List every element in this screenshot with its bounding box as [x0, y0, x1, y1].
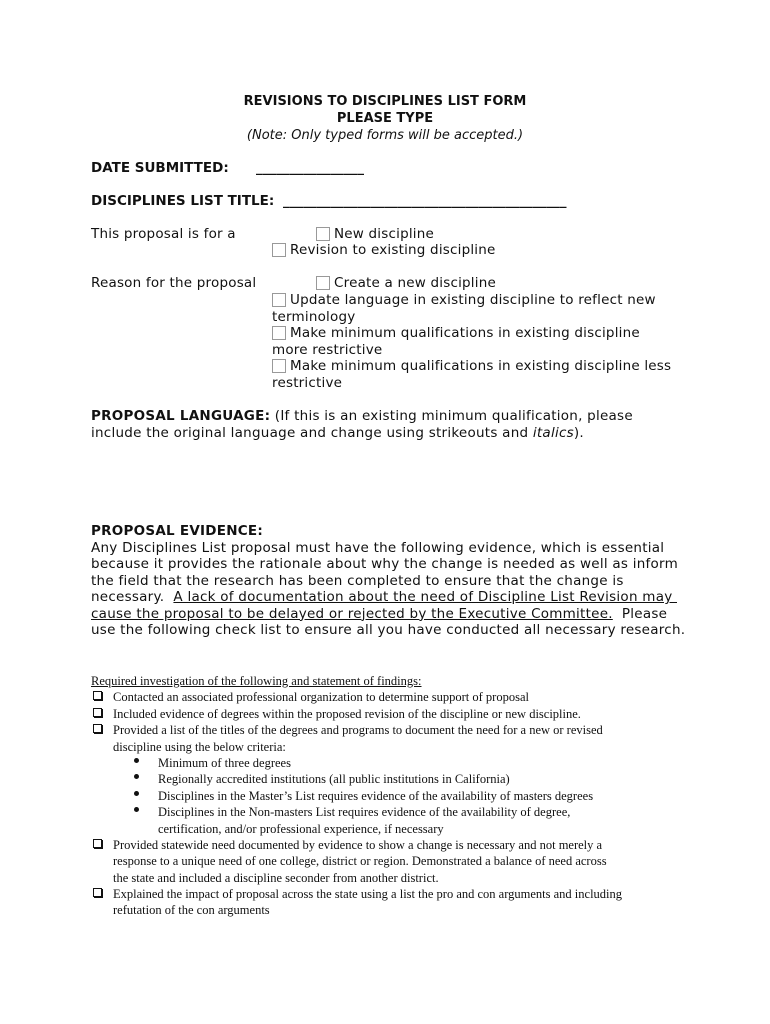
option-new-discipline[interactable] [316, 226, 434, 242]
option-revision-discipline[interactable] [272, 242, 496, 258]
checkbox-create-discipline[interactable] [316, 276, 330, 290]
option-more-restrictive-label: Make minimum qualifications in existing discipline [290, 325, 640, 341]
date-submitted-field[interactable]: ________________ [256, 160, 364, 176]
form-note: (Note: Only typed forms will be accepted.) [246, 128, 524, 143]
requirements-heading: Required investigation of the following and statement of findings: [91, 674, 422, 688]
proposal-language-text-b: include the original language and change using strikeouts and [91, 424, 529, 441]
option-create-discipline-label: Create a new discipline [334, 275, 496, 291]
bullet-dot-icon [134, 774, 139, 779]
checklist-item-3: Provided a list of the titles of the degrees and programs to document the need for a new or revised [113, 723, 603, 737]
proposal-evidence-section [91, 523, 691, 639]
checklist-item-4-cont-1: response to a unique need of one college, district or region. Demonstrated a balance of need across [113, 854, 607, 868]
form-title: REVISIONS TO DISCIPLINES LIST FORM [243, 94, 527, 109]
checklist-box-icon [93, 708, 102, 717]
form-subtitle: PLEASE TYPE [336, 111, 434, 126]
option-update-language[interactable] [272, 292, 656, 308]
checklist-item-5-cont: refutation of the con arguments [113, 903, 270, 917]
evidence-line-1: Any Disciplines List proposal must have the following evidence, which is essential [91, 539, 665, 556]
checklist-item-5: Explained the impact of proposal across the state using a list the pro and con arguments and including [113, 887, 623, 901]
option-less-restrictive-cont: restrictive [272, 375, 343, 391]
criteria-2: Regionally accredited institutions (all public institutions in California) [158, 772, 510, 786]
criteria-4-cont: certification, and/or professional experience, if necessary [158, 822, 444, 836]
proposal-for-label: This proposal is for a [91, 226, 236, 242]
option-less-restrictive-label: Make minimum qualifications in existing discipline less [290, 358, 672, 374]
evidence-line-5-underlined: cause the proposal to be delayed or rejected by the Executive Committee. [91, 605, 613, 622]
proposal-language-end: ). [573, 424, 584, 441]
evidence-line-4-underlined: A lack of documentation about the need of Discipline List Revision may [173, 589, 677, 605]
list-title-label: DISCIPLINES LIST TITLE: [91, 193, 275, 209]
criteria-3: Disciplines in the Master’s List requires evidence of the availability of masters degrees [158, 789, 594, 803]
checklist-item-4-cont-2: the state and included a discipline seconder from another district. [113, 871, 439, 885]
checkbox-update-language[interactable] [272, 293, 286, 307]
checkbox-revision-discipline[interactable] [272, 243, 286, 257]
checkbox-new-discipline[interactable] [316, 227, 330, 241]
date-submitted-label: DATE SUBMITTED: [91, 160, 229, 176]
proposal-language-italics: italics [532, 424, 574, 441]
option-new-discipline-label: New discipline [334, 226, 434, 242]
criteria-1: Minimum of three degrees [158, 756, 291, 770]
option-less-restrictive[interactable] [272, 358, 671, 374]
bullet-dot-icon [134, 791, 139, 796]
proposal-language-heading: PROPOSAL LANGUAGE: [91, 408, 271, 424]
checklist-item-1: Contacted an associated professional organization to determine support of proposal [113, 690, 529, 704]
option-more-restrictive[interactable] [272, 325, 640, 341]
checklist-box-icon [93, 691, 102, 700]
proposal-language-text-a: (If this is an existing minimum qualification, please [274, 408, 633, 424]
option-create-discipline[interactable] [316, 275, 496, 291]
evidence-line-6: use the following check list to ensure all you have conducted all necessary research. [91, 622, 686, 638]
option-update-language-cont: terminology [272, 309, 356, 325]
checklist-box-icon [93, 724, 102, 733]
evidence-line-5-plain: Please [612, 605, 668, 622]
checklist-box-icon [93, 888, 102, 897]
criteria-4: Disciplines in the Non-masters List requires evidence of the availability of degree, [158, 805, 571, 819]
checklist-item-2: Included evidence of degrees within the proposed revision of the discipline or new discipline. [113, 707, 581, 721]
checkbox-more-restrictive[interactable] [272, 326, 286, 340]
checklist-box-icon [93, 839, 102, 848]
bullet-dot-icon [134, 807, 139, 812]
option-revision-discipline-label: Revision to existing discipline [290, 242, 496, 258]
reason-label: Reason for the proposal [91, 275, 257, 291]
proposal-evidence-heading: PROPOSAL EVIDENCE: [91, 523, 264, 539]
checklist-item-3-cont: discipline using the below criteria: [113, 740, 286, 754]
list-title-field[interactable]: __________________________________________ [283, 193, 567, 209]
checkbox-less-restrictive[interactable] [272, 359, 286, 373]
proposal-language-section [91, 408, 691, 441]
checklist-item-4: Provided statewide need documented by evidence to show a change is necessary and not merely a [113, 838, 603, 852]
evidence-line-2: because it provides the rationale about why the change is needed as well as inform [91, 556, 678, 572]
option-more-restrictive-cont: more restrictive [272, 342, 383, 358]
option-update-language-label: Update language in existing discipline to reflect new [290, 292, 656, 308]
evidence-line-4-plain: necessary. [91, 589, 174, 605]
bullet-dot-icon [134, 758, 139, 763]
evidence-line-3: the field that the research has been completed to ensure that the change is [91, 572, 624, 589]
